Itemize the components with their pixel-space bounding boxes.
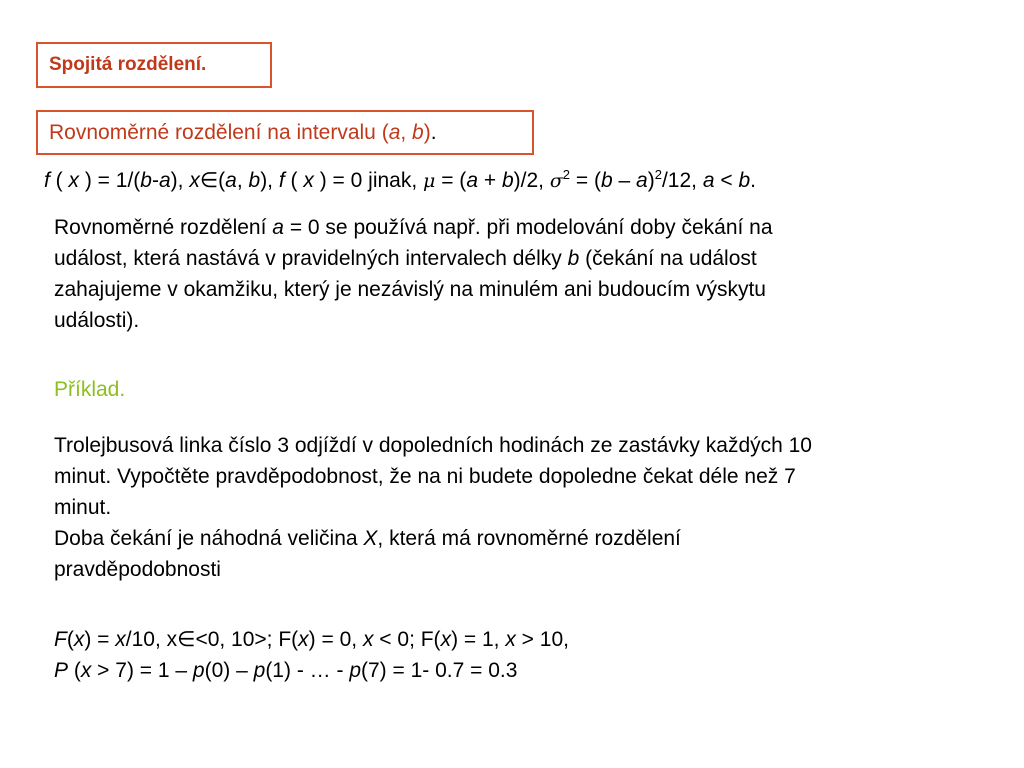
mu-symbol: μ [423, 170, 436, 192]
example-label: Příklad. [54, 378, 126, 401]
text-line: minut. [54, 496, 112, 519]
title-box [36, 42, 272, 88]
text-line: událost, která nastává v pravidelných intervalech délky b (čekání na událost [54, 247, 757, 270]
text-line: minut. Vypočtěte pravděpodobnost, že na ni budete dopoledne čekat déle než 7 [54, 465, 796, 488]
text-line: pravděpodobnosti [54, 558, 221, 581]
text-line: Trolejbusová linka číslo 3 odjíždí v dopoledních hodinách ze zastávky každých 10 [54, 434, 812, 457]
sigma-symbol: σ [549, 170, 563, 192]
text-line: Doba čekání je náhodná veličina X, která má rovnoměrné rozdělení [54, 527, 681, 550]
probability-line: P (x > 7) = 1 – p(0) – p(1) - … - p(7) = 1- 0.7 = 0.3 [54, 659, 518, 682]
text-line: události). [54, 309, 140, 332]
density-formula: f ( x ) = 1/(b-a), x∈(a, b), f ( x ) = 0 jinak, μ = (a + b)/2, $\sigma^2 = (b - a)^2/12$, a < b. [44, 167, 756, 192]
solution-formulas [54, 624, 569, 686]
example-problem [54, 430, 812, 585]
text-line: Rovnoměrné rozdělení a = 0 se používá např. při modelování doby čekání na [54, 216, 773, 239]
page-title: Spojitá rozdělení. [49, 54, 207, 75]
subtitle-box [36, 110, 534, 155]
uniform-description [54, 212, 773, 336]
text-line: zahajujeme v okamžiku, který je nezávislý na minulém ani budoucím výskytu [54, 278, 766, 301]
distribution-function-line: F(x) = x/10, x∈<0, 10>; F(x) = 0, x < 0; F(x) = 1, x > 10, [54, 628, 569, 651]
subtitle: Rovnoměrné rozdělení na intervalu (a, b) [49, 120, 431, 144]
subtitle-dot: . [430, 120, 437, 144]
